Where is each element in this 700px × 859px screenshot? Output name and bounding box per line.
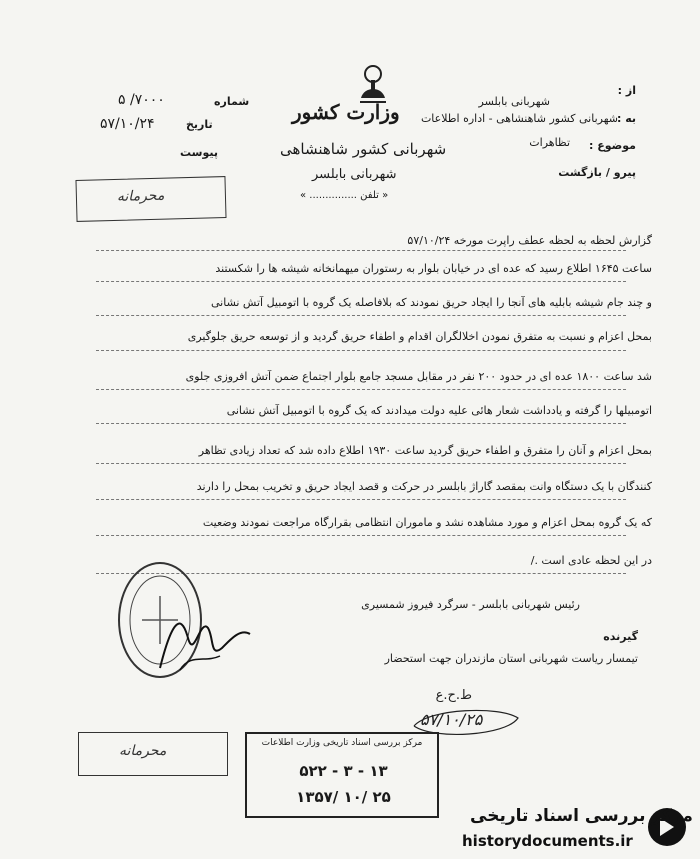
body-line: بمحل اعزام و آنان را متفرق و اطفاء حریق گردید ساعت ۱۹۳۰ اطلاع داده شد که تعداد زیادی تظاهر bbox=[198, 444, 652, 457]
attachment-label: پیوست bbox=[180, 146, 218, 159]
body-line: در این لحظه عادی است ./ bbox=[530, 554, 652, 567]
ruled-line bbox=[96, 350, 626, 351]
phone-line: « تلفن ............... » bbox=[300, 190, 389, 201]
confidential-stamp-bottom bbox=[78, 732, 228, 776]
body-line: بمحل اعزام و نسبت به متفرق نمودن اخلالگران اقدام و اطفاء حریق گردید و از توسعه حریق جلوگیری bbox=[187, 330, 652, 343]
department-name: شهربانی کشور شاهنشاهی bbox=[280, 140, 447, 158]
confidential-stamp-top-text: محرمانه bbox=[116, 187, 165, 205]
body-line: کنندگان با یک دستگاه وانت بمقصد گاراژ بابلسر در حرکت و قصد ایجاد حریق و تخریب بمحل را دارند bbox=[196, 480, 652, 493]
ruled-line bbox=[96, 499, 626, 500]
body-line: اتومبیلها را گرفته و یادداشت شعار هائی علیه دولت میدادند که یک گروه با اتومبیل آتش نشانی bbox=[226, 404, 652, 417]
ruled-line bbox=[96, 281, 626, 282]
body-line: شد ساعت ۱۸۰۰ عده ای در حدود ۲۰۰ نفر در مقابل مسجد جامع بلوار اجتماع ضمن آتش افروزی جلوی bbox=[185, 370, 652, 383]
archive-stamp bbox=[245, 732, 439, 818]
signatory-line: رئیس شهربانی بابلسر - سرگرد فیروز شمسیری bbox=[361, 598, 580, 611]
body-line: که یک گروه بمحل اعزام و مورد مشاهده نشد و ماموران انتظامی بقرارگاه مراجعت نمودند وضعیت bbox=[202, 516, 652, 529]
ruled-line bbox=[96, 389, 626, 390]
recipients-text: تیمسار ریاست شهربانی استان مازندران جهت استحضار bbox=[384, 652, 638, 665]
number-label: شماره bbox=[214, 95, 250, 108]
body-line: گزارش لحظه به لحظه عطف راپرت مورخه ۵۷/۱۰/۲۴ bbox=[407, 234, 652, 247]
subject-value: تظاهرات bbox=[529, 136, 570, 149]
ruled-line bbox=[96, 463, 626, 464]
reference-label: پیرو / بازگشت bbox=[558, 166, 636, 179]
ruled-line bbox=[96, 315, 626, 316]
ruled-line bbox=[96, 250, 626, 251]
subject-label: موضوع : bbox=[589, 139, 636, 152]
ruled-line bbox=[96, 535, 626, 536]
to-value: شهربانی کشور شاهنشاهی - اداره اطلاعات bbox=[420, 112, 618, 125]
date-label: تاریخ bbox=[186, 118, 213, 131]
archive-stamp-header: مرکز بررسی اسناد تاریخی وزارت اطلاعات bbox=[261, 738, 423, 748]
body-line: و چند جام شیشه بابلیه های آنجا را ایجاد حریق نمودند که بلافاصله یک گروه با اتومبیل آتش نشانی bbox=[210, 296, 652, 309]
to-label: به : bbox=[616, 112, 636, 125]
number-value: ۷۰۰۰/ ۵ bbox=[118, 92, 165, 108]
from-label: از : bbox=[617, 84, 636, 97]
ministry-title: وزارت کشور bbox=[292, 100, 400, 124]
ruled-line bbox=[96, 423, 626, 424]
from-value: شهربانی بابلسر bbox=[478, 95, 550, 108]
handwritten-date: ۵۷/۱۰/۲۵ bbox=[420, 710, 483, 729]
archive-stamp-date: ۱۳۵۷/ ۱۰/ ۲۵ bbox=[296, 788, 391, 806]
archive-stamp-code: ۵۲۲ - ۳ - ۱۳ bbox=[299, 762, 388, 780]
confidential-stamp-bottom-text: محرمانه bbox=[119, 743, 167, 759]
handwritten-signature-icon bbox=[150, 598, 260, 678]
confidential-stamp-top bbox=[75, 176, 226, 222]
body-line: ساعت ۱۶۴۵ اطلاع رسید که عده ای در خیابان بلوار به رستوران میهمانخانه شیشه ها را شکستند bbox=[215, 262, 652, 275]
watermark-site-url: historydocuments.ir bbox=[462, 832, 633, 850]
initials: ط.ح.ع bbox=[435, 688, 472, 703]
date-value: ۵۷/۱۰/۲۴ bbox=[100, 116, 155, 132]
recipients-label: گیرنده bbox=[603, 630, 638, 643]
city-office: شهربانی بابلسر bbox=[312, 167, 397, 182]
watermark-site-name: مرکز بررسی اسناد تاریخی bbox=[470, 806, 693, 826]
